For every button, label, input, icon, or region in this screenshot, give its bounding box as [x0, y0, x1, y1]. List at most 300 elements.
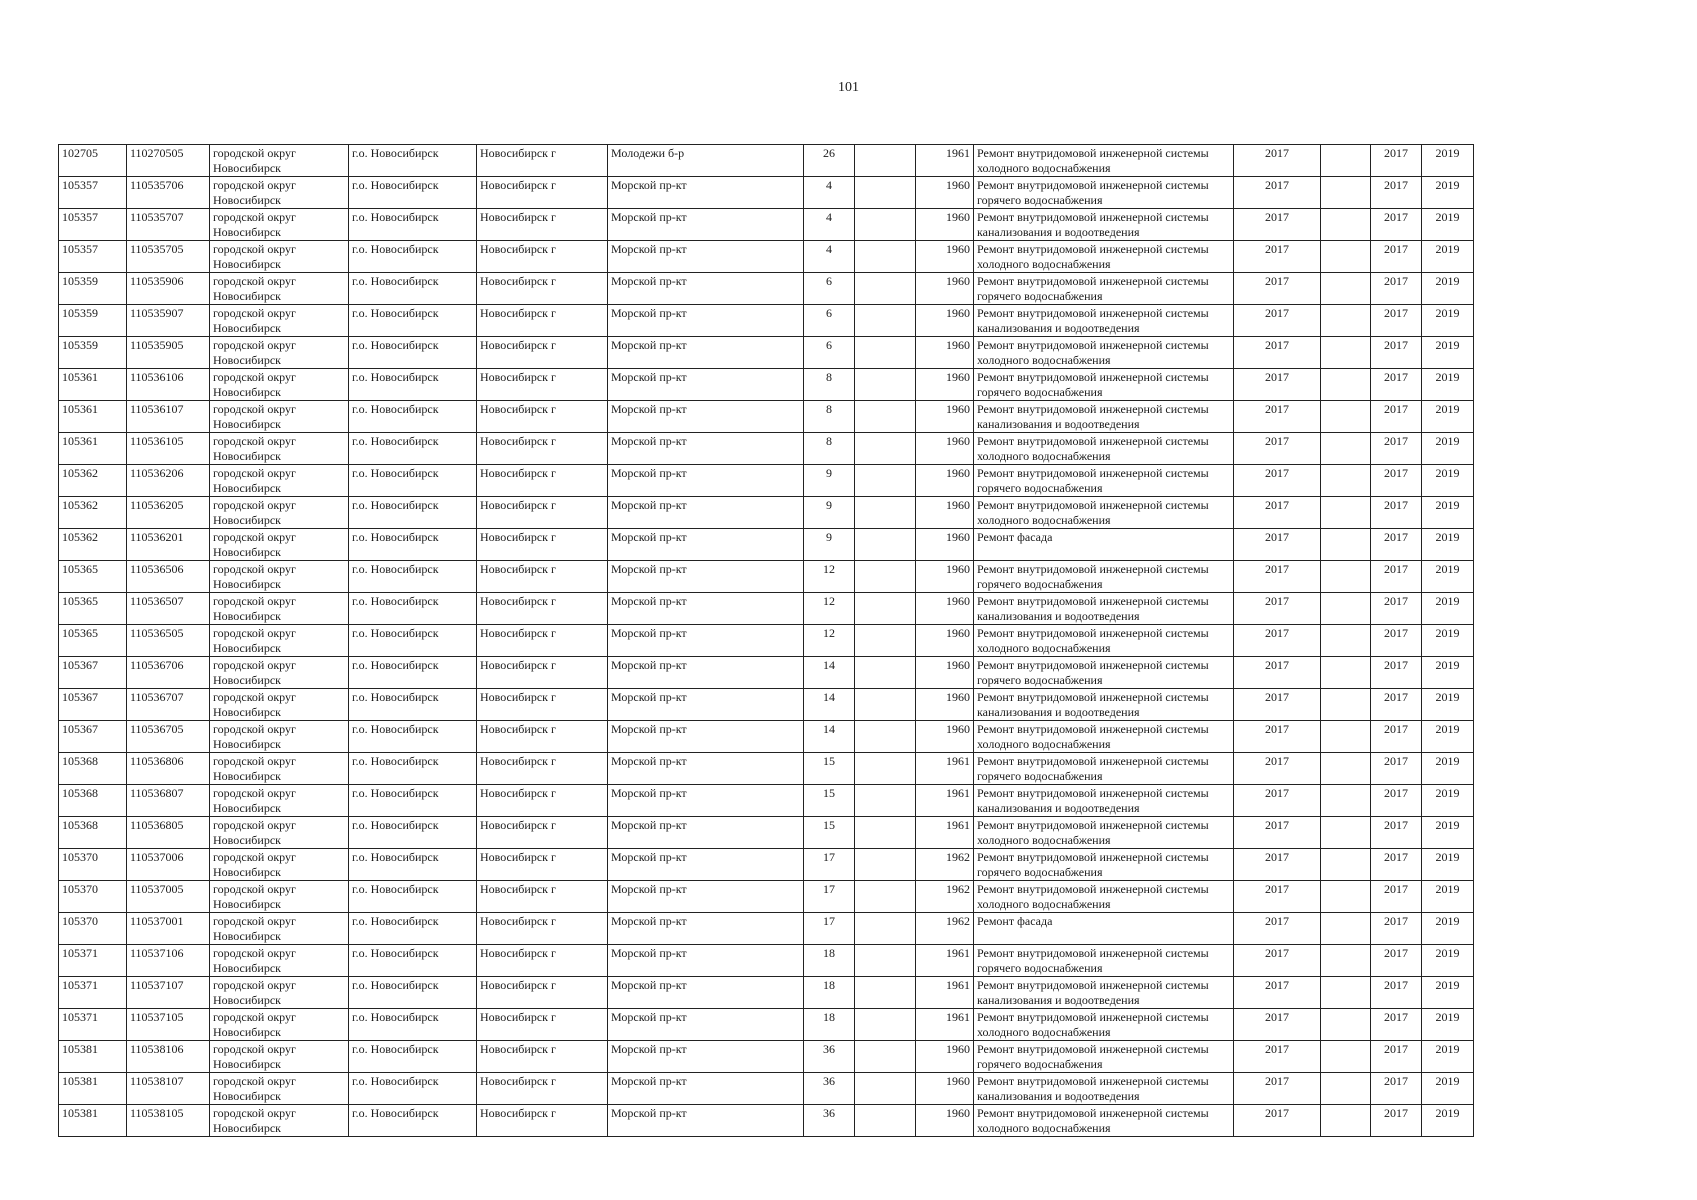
table-row [59, 945, 1474, 977]
cell-year-built: 1960 [916, 305, 974, 337]
cell-year-built: 1960 [916, 1041, 974, 1073]
cell-work-type: Ремонт внутридомовой инженерной системы канализования и водоотведения [974, 593, 1234, 625]
cell-plan-year: 2017 [1234, 977, 1321, 1009]
cell-start-year: 2017 [1371, 561, 1422, 593]
cell-start-year: 2017 [1371, 625, 1422, 657]
cell-empty-cell [1321, 497, 1371, 529]
cell-start-year: 2017 [1371, 689, 1422, 721]
cell-empty-cell [1321, 913, 1371, 945]
cell-district: г.о. Новосибирск [349, 1041, 477, 1073]
cell-street: Морской пр-кт [608, 625, 804, 657]
cell-start-year: 2017 [1371, 209, 1422, 241]
cell-locality: Новосибирск г [477, 849, 608, 881]
cell-building [855, 1009, 916, 1041]
cell-municipality: городской округ Новосибирск [210, 721, 349, 753]
cell-locality: Новосибирск г [477, 689, 608, 721]
cell-end-year: 2019 [1422, 177, 1474, 209]
cell-end-year: 2019 [1422, 689, 1474, 721]
cell-work-type: Ремонт внутридомовой инженерной системы холодного водоснабжения [974, 497, 1234, 529]
cell-house-id: 105365 [59, 561, 127, 593]
cell-district: г.о. Новосибирск [349, 945, 477, 977]
cell-district: г.о. Новосибирск [349, 785, 477, 817]
cell-municipality: городской округ Новосибирск [210, 209, 349, 241]
cell-building [855, 273, 916, 305]
cell-work-type: Ремонт внутридомовой инженерной системы канализования и водоотведения [974, 305, 1234, 337]
cell-house-id: 105359 [59, 273, 127, 305]
cell-street: Морской пр-кт [608, 465, 804, 497]
table-row [59, 593, 1474, 625]
cell-start-year: 2017 [1371, 593, 1422, 625]
cell-locality: Новосибирск г [477, 945, 608, 977]
cell-end-year: 2019 [1422, 593, 1474, 625]
cell-year-built: 1961 [916, 945, 974, 977]
cell-plan-year: 2017 [1234, 785, 1321, 817]
cell-building [855, 433, 916, 465]
cell-house-id: 105371 [59, 977, 127, 1009]
cell-house-id: 105365 [59, 593, 127, 625]
cell-start-year: 2017 [1371, 913, 1422, 945]
cell-building [855, 881, 916, 913]
cell-house-number: 15 [804, 753, 855, 785]
cell-empty-cell [1321, 529, 1371, 561]
cell-year-built: 1960 [916, 689, 974, 721]
cell-work-type: Ремонт внутридомовой инженерной системы канализования и водоотведения [974, 209, 1234, 241]
cell-work-code: 110536505 [127, 625, 210, 657]
cell-year-built: 1962 [916, 881, 974, 913]
cell-municipality: городской округ Новосибирск [210, 849, 349, 881]
table-row [59, 977, 1474, 1009]
cell-start-year: 2017 [1371, 817, 1422, 849]
cell-street: Морской пр-кт [608, 273, 804, 305]
cell-plan-year: 2017 [1234, 1105, 1321, 1137]
cell-empty-cell [1321, 817, 1371, 849]
cell-building [855, 849, 916, 881]
cell-start-year: 2017 [1371, 305, 1422, 337]
cell-work-type: Ремонт внутридомовой инженерной системы холодного водоснабжения [974, 1105, 1234, 1137]
cell-house-number: 9 [804, 465, 855, 497]
cell-street: Морской пр-кт [608, 977, 804, 1009]
cell-work-type: Ремонт внутридомовой инженерной системы канализования и водоотведения [974, 1073, 1234, 1105]
cell-work-code: 110537006 [127, 849, 210, 881]
cell-end-year: 2019 [1422, 145, 1474, 177]
cell-district: г.о. Новосибирск [349, 209, 477, 241]
cell-empty-cell [1321, 401, 1371, 433]
cell-plan-year: 2017 [1234, 625, 1321, 657]
cell-house-number: 36 [804, 1105, 855, 1137]
cell-work-code: 110535906 [127, 273, 210, 305]
cell-end-year: 2019 [1422, 977, 1474, 1009]
cell-start-year: 2017 [1371, 433, 1422, 465]
cell-locality: Новосибирск г [477, 977, 608, 1009]
cell-work-code: 110537105 [127, 1009, 210, 1041]
cell-district: г.о. Новосибирск [349, 497, 477, 529]
cell-house-number: 9 [804, 529, 855, 561]
cell-empty-cell [1321, 721, 1371, 753]
cell-plan-year: 2017 [1234, 1009, 1321, 1041]
cell-house-id: 105367 [59, 689, 127, 721]
cell-house-id: 105381 [59, 1073, 127, 1105]
cell-district: г.о. Новосибирск [349, 561, 477, 593]
cell-district: г.о. Новосибирск [349, 145, 477, 177]
cell-empty-cell [1321, 209, 1371, 241]
cell-house-number: 6 [804, 337, 855, 369]
cell-year-built: 1961 [916, 753, 974, 785]
cell-locality: Новосибирск г [477, 305, 608, 337]
cell-start-year: 2017 [1371, 1073, 1422, 1105]
table-row [59, 337, 1474, 369]
cell-plan-year: 2017 [1234, 881, 1321, 913]
cell-work-code: 110538106 [127, 1041, 210, 1073]
cell-house-id: 105361 [59, 369, 127, 401]
cell-municipality: городской округ Новосибирск [210, 241, 349, 273]
cell-start-year: 2017 [1371, 273, 1422, 305]
cell-plan-year: 2017 [1234, 401, 1321, 433]
cell-year-built: 1960 [916, 721, 974, 753]
cell-year-built: 1960 [916, 561, 974, 593]
cell-municipality: городской округ Новосибирск [210, 305, 349, 337]
cell-year-built: 1960 [916, 209, 974, 241]
cell-plan-year: 2017 [1234, 817, 1321, 849]
cell-municipality: городской округ Новосибирск [210, 433, 349, 465]
cell-house-id: 105381 [59, 1105, 127, 1137]
cell-house-id: 105361 [59, 401, 127, 433]
cell-end-year: 2019 [1422, 625, 1474, 657]
cell-district: г.о. Новосибирск [349, 721, 477, 753]
table-row [59, 401, 1474, 433]
cell-plan-year: 2017 [1234, 689, 1321, 721]
cell-end-year: 2019 [1422, 657, 1474, 689]
cell-start-year: 2017 [1371, 977, 1422, 1009]
cell-street: Морской пр-кт [608, 689, 804, 721]
cell-house-id: 105371 [59, 945, 127, 977]
table-row [59, 1073, 1474, 1105]
cell-building [855, 145, 916, 177]
cell-plan-year: 2017 [1234, 849, 1321, 881]
cell-street: Морской пр-кт [608, 1009, 804, 1041]
cell-house-number: 26 [804, 145, 855, 177]
cell-district: г.о. Новосибирск [349, 625, 477, 657]
cell-locality: Новосибирск г [477, 241, 608, 273]
cell-year-built: 1960 [916, 369, 974, 401]
cell-work-type: Ремонт фасада [974, 529, 1234, 561]
cell-start-year: 2017 [1371, 657, 1422, 689]
cell-work-type: Ремонт внутридомовой инженерной системы холодного водоснабжения [974, 817, 1234, 849]
cell-work-code: 110536506 [127, 561, 210, 593]
cell-work-type: Ремонт фасада [974, 913, 1234, 945]
cell-locality: Новосибирск г [477, 529, 608, 561]
cell-start-year: 2017 [1371, 465, 1422, 497]
cell-street: Морской пр-кт [608, 817, 804, 849]
cell-end-year: 2019 [1422, 241, 1474, 273]
cell-district: г.о. Новосибирск [349, 689, 477, 721]
cell-locality: Новосибирск г [477, 625, 608, 657]
cell-end-year: 2019 [1422, 209, 1474, 241]
cell-year-built: 1960 [916, 433, 974, 465]
cell-work-code: 110538105 [127, 1105, 210, 1137]
cell-end-year: 2019 [1422, 529, 1474, 561]
cell-year-built: 1961 [916, 145, 974, 177]
table-row [59, 241, 1474, 273]
cell-locality: Новосибирск г [477, 913, 608, 945]
cell-plan-year: 2017 [1234, 561, 1321, 593]
cell-house-id: 105368 [59, 753, 127, 785]
cell-plan-year: 2017 [1234, 497, 1321, 529]
cell-building [855, 785, 916, 817]
cell-building [855, 1073, 916, 1105]
cell-work-type: Ремонт внутридомовой инженерной системы горячего водоснабжения [974, 273, 1234, 305]
cell-work-type: Ремонт внутридомовой инженерной системы горячего водоснабжения [974, 849, 1234, 881]
cell-municipality: городской округ Новосибирск [210, 657, 349, 689]
cell-house-id: 105357 [59, 177, 127, 209]
cell-plan-year: 2017 [1234, 657, 1321, 689]
cell-street: Молодежи б-р [608, 145, 804, 177]
cell-empty-cell [1321, 945, 1371, 977]
cell-empty-cell [1321, 337, 1371, 369]
cell-building [855, 977, 916, 1009]
cell-building [855, 721, 916, 753]
cell-house-id: 105368 [59, 817, 127, 849]
cell-house-id: 105359 [59, 305, 127, 337]
cell-street: Морской пр-кт [608, 209, 804, 241]
cell-end-year: 2019 [1422, 497, 1474, 529]
cell-house-id: 105370 [59, 913, 127, 945]
cell-work-code: 110536705 [127, 721, 210, 753]
cell-end-year: 2019 [1422, 401, 1474, 433]
cell-house-id: 105362 [59, 497, 127, 529]
cell-municipality: городской округ Новосибирск [210, 881, 349, 913]
cell-year-built: 1961 [916, 1009, 974, 1041]
cell-start-year: 2017 [1371, 849, 1422, 881]
cell-municipality: городской округ Новосибирск [210, 561, 349, 593]
cell-year-built: 1962 [916, 913, 974, 945]
cell-house-id: 105370 [59, 849, 127, 881]
cell-start-year: 2017 [1371, 721, 1422, 753]
cell-end-year: 2019 [1422, 817, 1474, 849]
cell-work-type: Ремонт внутридомовой инженерной системы холодного водоснабжения [974, 241, 1234, 273]
cell-house-id: 102705 [59, 145, 127, 177]
cell-house-id: 105371 [59, 1009, 127, 1041]
cell-end-year: 2019 [1422, 913, 1474, 945]
cell-empty-cell [1321, 977, 1371, 1009]
cell-work-type: Ремонт внутридомовой инженерной системы холодного водоснабжения [974, 1009, 1234, 1041]
cell-locality: Новосибирск г [477, 401, 608, 433]
cell-municipality: городской округ Новосибирск [210, 369, 349, 401]
cell-work-type: Ремонт внутридомовой инженерной системы горячего водоснабжения [974, 945, 1234, 977]
cell-street: Морской пр-кт [608, 337, 804, 369]
table-row [59, 817, 1474, 849]
cell-house-id: 105368 [59, 785, 127, 817]
cell-year-built: 1961 [916, 977, 974, 1009]
cell-building [855, 913, 916, 945]
cell-municipality: городской округ Новосибирск [210, 689, 349, 721]
cell-work-type: Ремонт внутридомовой инженерной системы горячего водоснабжения [974, 465, 1234, 497]
cell-work-type: Ремонт внутридомовой инженерной системы канализования и водоотведения [974, 689, 1234, 721]
cell-house-number: 12 [804, 561, 855, 593]
cell-end-year: 2019 [1422, 433, 1474, 465]
cell-empty-cell [1321, 465, 1371, 497]
cell-street: Морской пр-кт [608, 305, 804, 337]
cell-house-id: 105361 [59, 433, 127, 465]
cell-empty-cell [1321, 1009, 1371, 1041]
cell-building [855, 945, 916, 977]
cell-street: Морской пр-кт [608, 241, 804, 273]
cell-building [855, 369, 916, 401]
cell-work-code: 110536106 [127, 369, 210, 401]
cell-house-id: 105370 [59, 881, 127, 913]
cell-plan-year: 2017 [1234, 593, 1321, 625]
cell-district: г.о. Новосибирск [349, 305, 477, 337]
cell-year-built: 1960 [916, 1105, 974, 1137]
cell-locality: Новосибирск г [477, 593, 608, 625]
cell-building [855, 529, 916, 561]
cell-street: Морской пр-кт [608, 657, 804, 689]
cell-empty-cell [1321, 689, 1371, 721]
cell-locality: Новосибирск г [477, 561, 608, 593]
cell-year-built: 1960 [916, 529, 974, 561]
cell-building [855, 1041, 916, 1073]
cell-work-code: 110535705 [127, 241, 210, 273]
cell-house-number: 15 [804, 785, 855, 817]
cell-empty-cell [1321, 593, 1371, 625]
registry-table [58, 144, 1474, 1137]
cell-district: г.о. Новосибирск [349, 593, 477, 625]
cell-street: Морской пр-кт [608, 497, 804, 529]
cell-house-number: 4 [804, 177, 855, 209]
cell-empty-cell [1321, 1105, 1371, 1137]
cell-street: Морской пр-кт [608, 1073, 804, 1105]
cell-plan-year: 2017 [1234, 1041, 1321, 1073]
cell-building [855, 497, 916, 529]
table-row [59, 177, 1474, 209]
cell-locality: Новосибирск г [477, 209, 608, 241]
cell-municipality: городской округ Новосибирск [210, 1009, 349, 1041]
cell-work-type: Ремонт внутридомовой инженерной системы горячего водоснабжения [974, 753, 1234, 785]
cell-street: Морской пр-кт [608, 945, 804, 977]
cell-work-code: 110536107 [127, 401, 210, 433]
table-row [59, 1041, 1474, 1073]
cell-district: г.о. Новосибирск [349, 273, 477, 305]
cell-start-year: 2017 [1371, 881, 1422, 913]
cell-building [855, 1105, 916, 1137]
cell-work-code: 110536201 [127, 529, 210, 561]
cell-end-year: 2019 [1422, 753, 1474, 785]
cell-work-type: Ремонт внутридомовой инженерной системы канализования и водоотведения [974, 401, 1234, 433]
cell-house-number: 17 [804, 881, 855, 913]
cell-end-year: 2019 [1422, 369, 1474, 401]
cell-street: Морской пр-кт [608, 881, 804, 913]
table-row [59, 849, 1474, 881]
cell-house-number: 9 [804, 497, 855, 529]
cell-empty-cell [1321, 881, 1371, 913]
cell-house-number: 17 [804, 849, 855, 881]
cell-municipality: городской округ Новосибирск [210, 1105, 349, 1137]
cell-district: г.о. Новосибирск [349, 177, 477, 209]
cell-locality: Новосибирск г [477, 1041, 608, 1073]
cell-building [855, 401, 916, 433]
cell-start-year: 2017 [1371, 241, 1422, 273]
cell-district: г.о. Новосибирск [349, 753, 477, 785]
cell-house-number: 17 [804, 913, 855, 945]
table-row [59, 561, 1474, 593]
table-row [59, 657, 1474, 689]
cell-work-code: 110536206 [127, 465, 210, 497]
cell-empty-cell [1321, 241, 1371, 273]
cell-work-type: Ремонт внутридомовой инженерной системы горячего водоснабжения [974, 177, 1234, 209]
cell-house-number: 12 [804, 625, 855, 657]
cell-work-type: Ремонт внутридомовой инженерной системы горячего водоснабжения [974, 561, 1234, 593]
cell-municipality: городской округ Новосибирск [210, 401, 349, 433]
cell-plan-year: 2017 [1234, 305, 1321, 337]
cell-plan-year: 2017 [1234, 177, 1321, 209]
cell-locality: Новосибирск г [477, 817, 608, 849]
cell-start-year: 2017 [1371, 369, 1422, 401]
cell-municipality: городской округ Новосибирск [210, 465, 349, 497]
cell-work-type: Ремонт внутридомовой инженерной системы горячего водоснабжения [974, 369, 1234, 401]
cell-district: г.о. Новосибирск [349, 433, 477, 465]
cell-work-code: 110536805 [127, 817, 210, 849]
cell-district: г.о. Новосибирск [349, 529, 477, 561]
cell-start-year: 2017 [1371, 145, 1422, 177]
cell-locality: Новосибирск г [477, 657, 608, 689]
cell-municipality: городской округ Новосибирск [210, 753, 349, 785]
cell-work-type: Ремонт внутридомовой инженерной системы горячего водоснабжения [974, 657, 1234, 689]
cell-end-year: 2019 [1422, 273, 1474, 305]
cell-year-built: 1960 [916, 657, 974, 689]
cell-empty-cell [1321, 753, 1371, 785]
cell-district: г.о. Новосибирск [349, 1073, 477, 1105]
cell-end-year: 2019 [1422, 337, 1474, 369]
cell-house-number: 8 [804, 369, 855, 401]
table-row [59, 465, 1474, 497]
cell-end-year: 2019 [1422, 1105, 1474, 1137]
cell-municipality: городской округ Новосибирск [210, 913, 349, 945]
cell-house-number: 8 [804, 433, 855, 465]
cell-locality: Новосибирск г [477, 1073, 608, 1105]
cell-municipality: городской округ Новосибирск [210, 529, 349, 561]
cell-plan-year: 2017 [1234, 913, 1321, 945]
cell-year-built: 1960 [916, 593, 974, 625]
cell-year-built: 1960 [916, 497, 974, 529]
cell-end-year: 2019 [1422, 945, 1474, 977]
cell-start-year: 2017 [1371, 1009, 1422, 1041]
cell-locality: Новосибирск г [477, 369, 608, 401]
cell-work-type: Ремонт внутридомовой инженерной системы холодного водоснабжения [974, 145, 1234, 177]
cell-district: г.о. Новосибирск [349, 977, 477, 1009]
cell-street: Морской пр-кт [608, 369, 804, 401]
cell-house-number: 14 [804, 721, 855, 753]
registry-body [59, 145, 1474, 1137]
cell-plan-year: 2017 [1234, 433, 1321, 465]
cell-empty-cell [1321, 305, 1371, 337]
cell-end-year: 2019 [1422, 785, 1474, 817]
cell-locality: Новосибирск г [477, 753, 608, 785]
cell-plan-year: 2017 [1234, 369, 1321, 401]
cell-house-id: 105367 [59, 657, 127, 689]
table-row [59, 689, 1474, 721]
cell-start-year: 2017 [1371, 1105, 1422, 1137]
cell-work-code: 110537106 [127, 945, 210, 977]
cell-district: г.о. Новосибирск [349, 369, 477, 401]
table-row [59, 881, 1474, 913]
cell-work-code: 110535905 [127, 337, 210, 369]
table-row [59, 209, 1474, 241]
cell-empty-cell [1321, 433, 1371, 465]
cell-year-built: 1961 [916, 785, 974, 817]
cell-house-number: 8 [804, 401, 855, 433]
table-row [59, 273, 1474, 305]
cell-work-code: 110536707 [127, 689, 210, 721]
cell-end-year: 2019 [1422, 849, 1474, 881]
